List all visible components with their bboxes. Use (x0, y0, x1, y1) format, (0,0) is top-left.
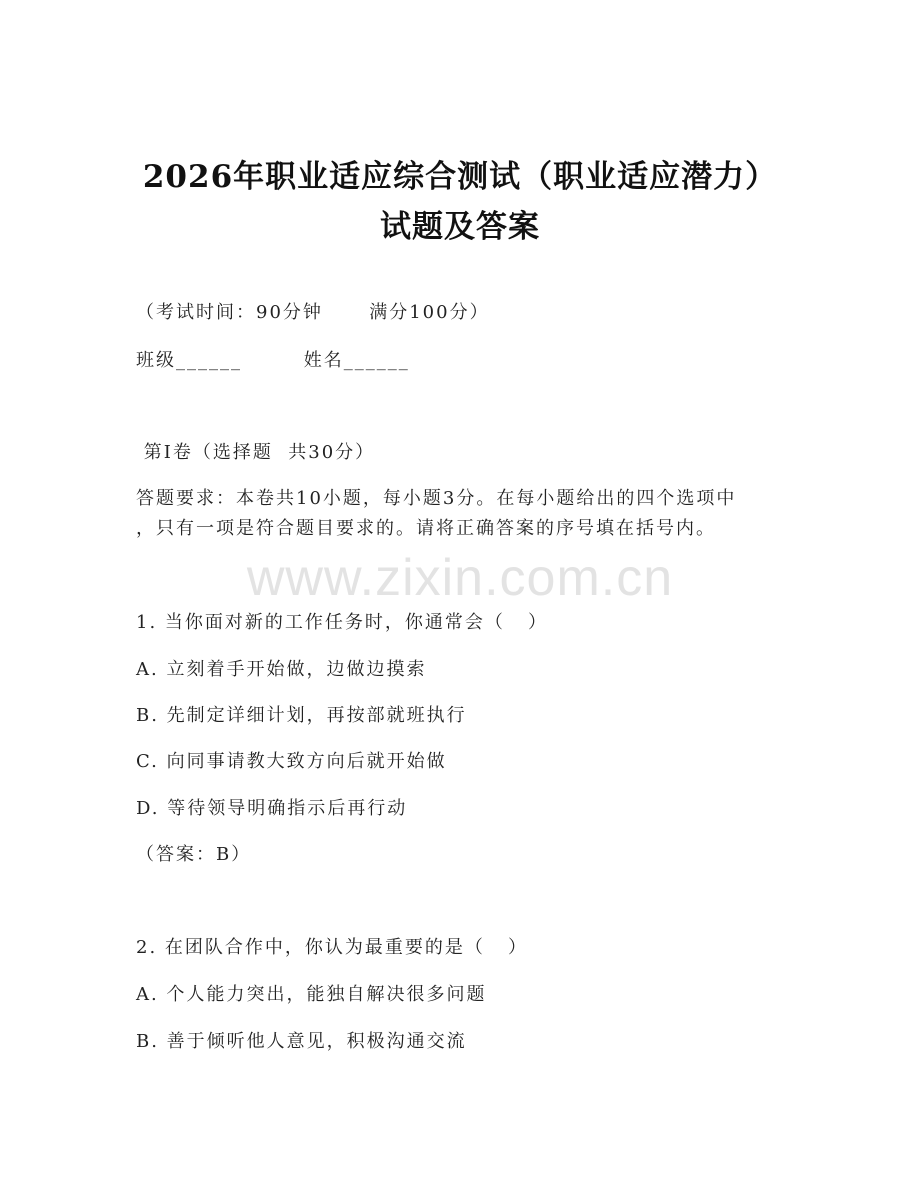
student-info: 班级______ 姓名______ (136, 350, 410, 371)
question-1-option-b: B. 先制定详细计划，再按部就班执行 (136, 705, 467, 726)
question-1-option-a: A. 立刻着手开始做，边做边摸索 (136, 659, 427, 680)
instructions-line-2: ，只有一项是符合题目要求的。请将正确答案的序号填在括号内。 (136, 518, 716, 539)
exam-info: （考试时间：90分钟 满分100分） (136, 302, 490, 323)
section-heading: 第Ⅰ卷（选择题 共30分） (136, 442, 376, 463)
question-2-option-b: B. 善于倾听他人意见，积极沟通交流 (136, 1031, 467, 1052)
question-1-answer: （答案：B） (136, 844, 252, 865)
watermark: www.zixin.com.cn (246, 549, 674, 607)
question-2-option-a: A. 个人能力突出，能独自解决很多问题 (136, 984, 487, 1005)
question-1-option-d: D. 等待领导明确指示后再行动 (136, 798, 408, 819)
question-1-stem: 1. 当你面对新的工作任务时，你通常会（ ） (136, 612, 549, 633)
document-title-line-1: 2026年职业适应综合测试（职业适应潜力） (142, 159, 778, 195)
document-title-line-2: 试题及答案 (380, 209, 540, 245)
question-2-stem: 2. 在团队合作中，你认为最重要的是（ ） (136, 937, 529, 958)
question-1-option-c: C. 向同事请教大致方向后就开始做 (136, 751, 447, 772)
instructions-line-1: 答题要求：本卷共10小题，每小题3分。在每小题给出的四个选项中 (136, 488, 737, 509)
